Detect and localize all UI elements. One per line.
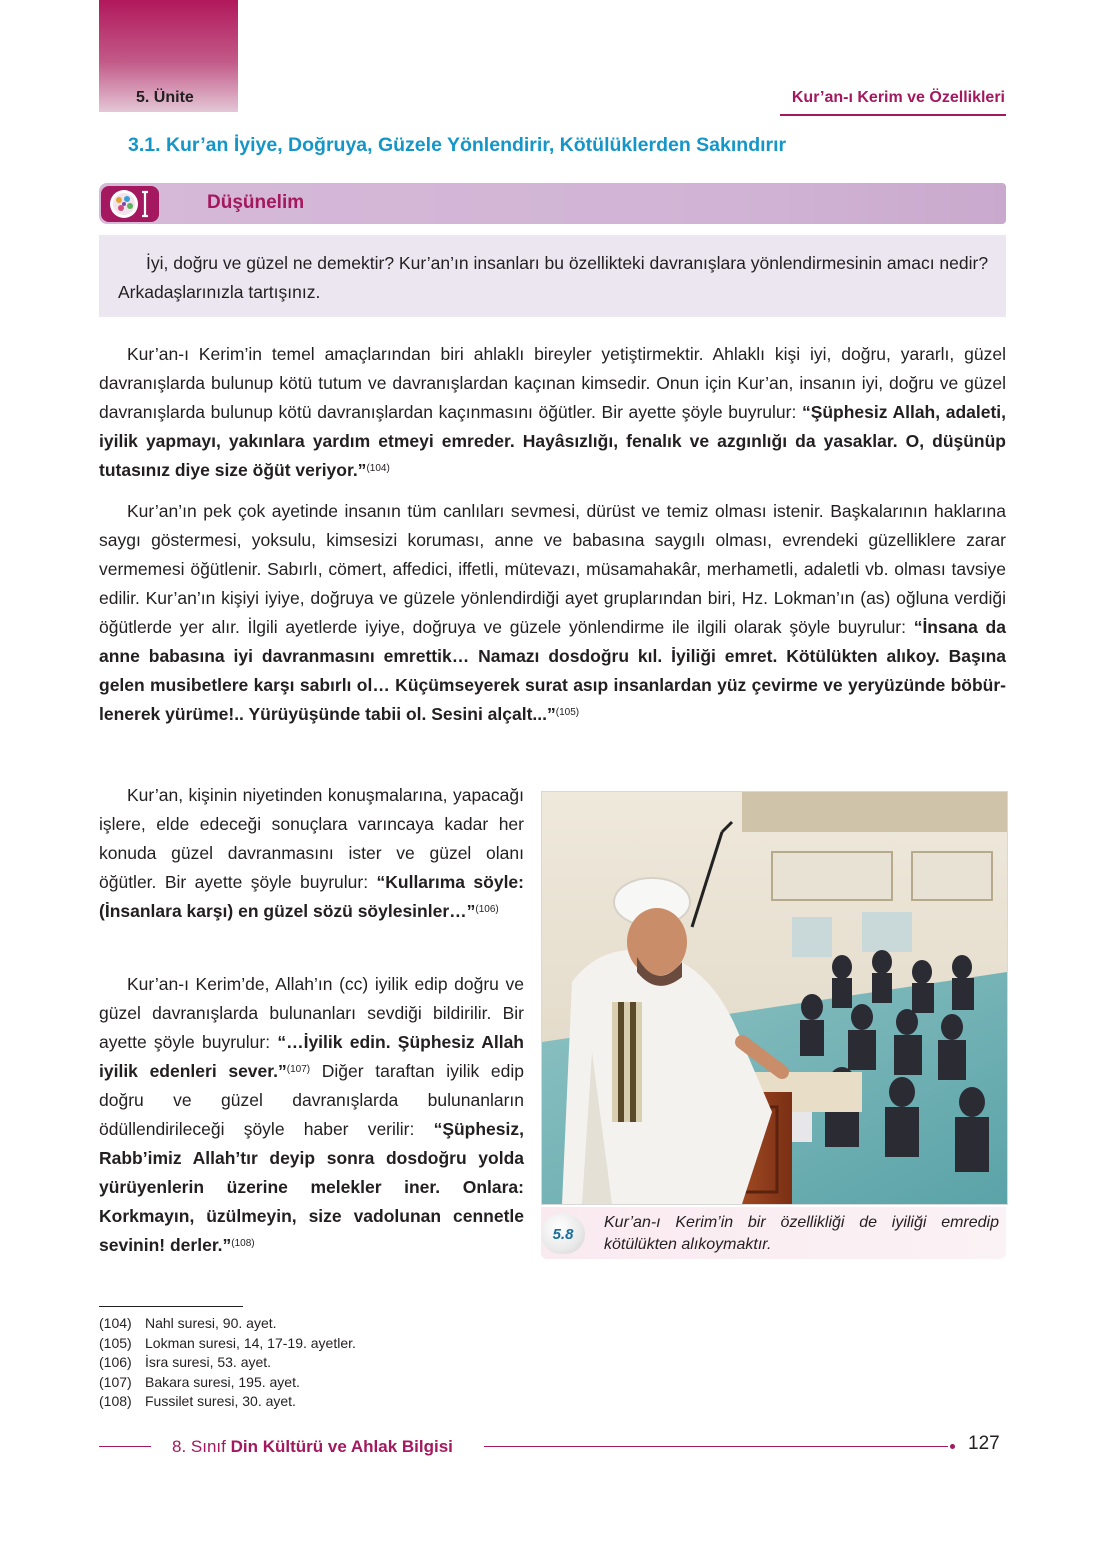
footnote-item: (104) Nahl suresi, 90. ayet. <box>99 1315 277 1331</box>
footnote-ref: (107) <box>286 1064 311 1075</box>
footnote-rule <box>99 1306 243 1307</box>
footnote-ref: (108) <box>231 1238 255 1249</box>
paragraph-2: Kur’an’ın pek çok ayetinde insanın tüm canlıları sevmesi, dürüst ve temiz olması istenir. Başkalarının haklarına saygı göstermesi, yoksulu, kimsesizi koruması, anne ve babasına saygılı olması, evrendeki güzelliklere zarar vermemesi öğütlenir. Sabırlı, cömert, affedici, iffetli, mütevazı, müsamahakâr, merhametli, adaletli vb. olması tavsiye edilir. Kur’an’ın kişiyi iyiye, doğruya ve güzele yönlendirdiği ayet gruplarından biri, Hz. Lokman’ın (as) oğluna verdiği öğütlerde yer alır. İlgili ayetlerde iyiye, doğruya ve güzele yönlendirme ile ilgili olarak şöyle buyrulur: “İnsana da anne babasına iyi davranmasını emrettik… Namazı dosdoğru kıl. İyiliği emret. Kötülükten alıkoy. Başına gelen musibetlere karşı sabırlı ol… Küçümseyerek surat asıp insanlardan yüz çevirme ve yeryüzünde böbür-lenerek yürüme!.. Yürüyüşünde tabii ol. Sesini alçalt...”$^{(105)}$ <box>99 501 1006 724</box>
footnote-item: (106) İsra suresi, 53. ayet. <box>99 1354 272 1370</box>
chapter-title: Kur’an-ı Kerim ve Özellikleri <box>791 89 1005 106</box>
footer-rule-left <box>99 1446 151 1447</box>
footnote-ref: (105) <box>555 707 580 718</box>
paragraph-3: Kur’an, kişinin niyetinden konuşmalarına, yapacağı işlere, elde edeceği sonuçlara varıncaya kadar her konuda güzel davranmasını ister ve güzel olanı öğütler. Bir ayette şöyle buyrulur: “Kullarıma söyle: (İnsanlara karşı) en güzel sözü söylesinler…”$^{(106)}$ <box>99 785 524 921</box>
footer-dot <box>950 1444 955 1449</box>
verse-quote: “Şüphesiz Allah, adaleti, iyilik yapmayı, yakınlara yardım etmeyi emreder. Hayâsızlığı, fenalık ve azgınlığı da yasaklar. O, düşünüp tutasınız diye size öğüt veriyor.” <box>99 402 1007 480</box>
section-title: 3.1. Kur’an İyiye, Doğruya, Güzele Yönlendirir, Kötülüklerden Sakındırır <box>128 134 787 156</box>
paragraph-4: Kur’an-ı Kerim’de, Allah’ın (cc) iyilik edip doğru ve güzel davranışlarda bulunanları sevdiği bildirilir. Bir ayette şöyle buyrulur: “…İyilik edin. Şüphesiz Allah iyilik edenleri sever.”$^{(107)}$ Diğer taraftan iyilik edip doğru ve güzel davranışlarda bulunanların ödüllendirileceği şöyle haber verilir: “Şüphesiz, Rabb’imiz Allah’tır deyip sonra dosdoğru yolda yürüyenlerin üzerine melekler iner. Onlara: Korkmayın, üzülmeyin, size vadolunan cennetle sevinin! derler.”$^{(108)}$ <box>99 974 525 1255</box>
footnote-item: (108) Fussilet suresi, 30. ayet. <box>99 1393 296 1409</box>
footnotes <box>99 1314 356 1412</box>
unit-label: 5. Ünite <box>136 89 194 106</box>
verse-quote: “Kullarıma söyle: (İnsanlara karşı) en güzel sözü söylesinler…” <box>99 872 524 921</box>
thinking-head-icon <box>101 186 159 222</box>
verse-quote: “İnsana da anne babasına iyi davranmasını emrettik… Namazı dosdoğru kıl. İyiliği emret. Kötülükten alıkoy. Başına gelen musibetlere karşı sabırlı ol… Küçümseyerek surat asıp insanlardan yüz çevirme ve yeryüzünde böbür-lenerek yürüme!.. Yürüyüşünde tabii ol. Sesini alçalt...” <box>99 617 1006 724</box>
footer-rule-right <box>484 1446 948 1447</box>
footnote-ref: (104) <box>366 463 390 474</box>
paragraph-1: Kur’an-ı Kerim’in temel amaçlarından biri ahlaklı bireyler yetiştirmektir. Ahlaklı kişi iyi, doğru, yararlı, güzel davranışlarda bulunup kötü tutum ve davranışlardan kaçınan kimsedir. Onun için Kur’an, insanın iyi, doğru ve güzel davranışlarda bulunup kötü davranışlardan kaçınmasını öğütler. Bir ayette şöyle buyrulur: “Şüphesiz Allah, adaleti, iyilik yapmayı, yakınlara yardım etmeyi emreder. Hayâsızlığı, fenalık ve azgınlığı da yasaklar. O, düşünüp tutasınız diye size öğüt veriyor.”$^{(104)}$ <box>99 344 1007 480</box>
verse-quote: “Şüphesiz, Rabb’imiz Allah’tır deyip sonra dosdoğru yolda yürüyenlerin üzerine melekler iner. Onlara: Korkmayın, üzülmeyin, size vadolunan cennetle sevinin! derler.” <box>99 1119 524 1255</box>
footer-book-title: 8. Sınıf Din Kültürü ve Ahlak Bilgisi <box>172 1437 453 1456</box>
figure-caption: Kur’an-ı Kerim’in bir özellikliği de iyiliği emredip kötülükten alıkoymaktır. <box>604 1214 999 1253</box>
footnote-ref: (106) <box>475 904 499 915</box>
think-title: Düşünelim <box>207 192 305 213</box>
header-rule <box>780 114 1006 116</box>
verse-quote: “…İyilik edin. Şüphesiz Allah iyilik edenleri sever.” <box>99 1032 524 1081</box>
think-question-text: İyi, doğru ve güzel ne demektir? Kur’an’ın insanları bu özellikteki davranışlara yönlendirmesinin amacı nedir? Arkadaşlarınızla tartışınız. <box>118 253 989 302</box>
mosque-sermon-photo <box>541 791 1008 1205</box>
figure-number-badge: 5.8 <box>541 1214 585 1254</box>
page-number: 127 <box>968 1433 1000 1454</box>
footnote-item: (107) Bakara suresi, 195. ayet. <box>99 1373 300 1390</box>
footnote-item: (105) Lokman suresi, 14, 17-19. ayetler. <box>99 1334 356 1351</box>
